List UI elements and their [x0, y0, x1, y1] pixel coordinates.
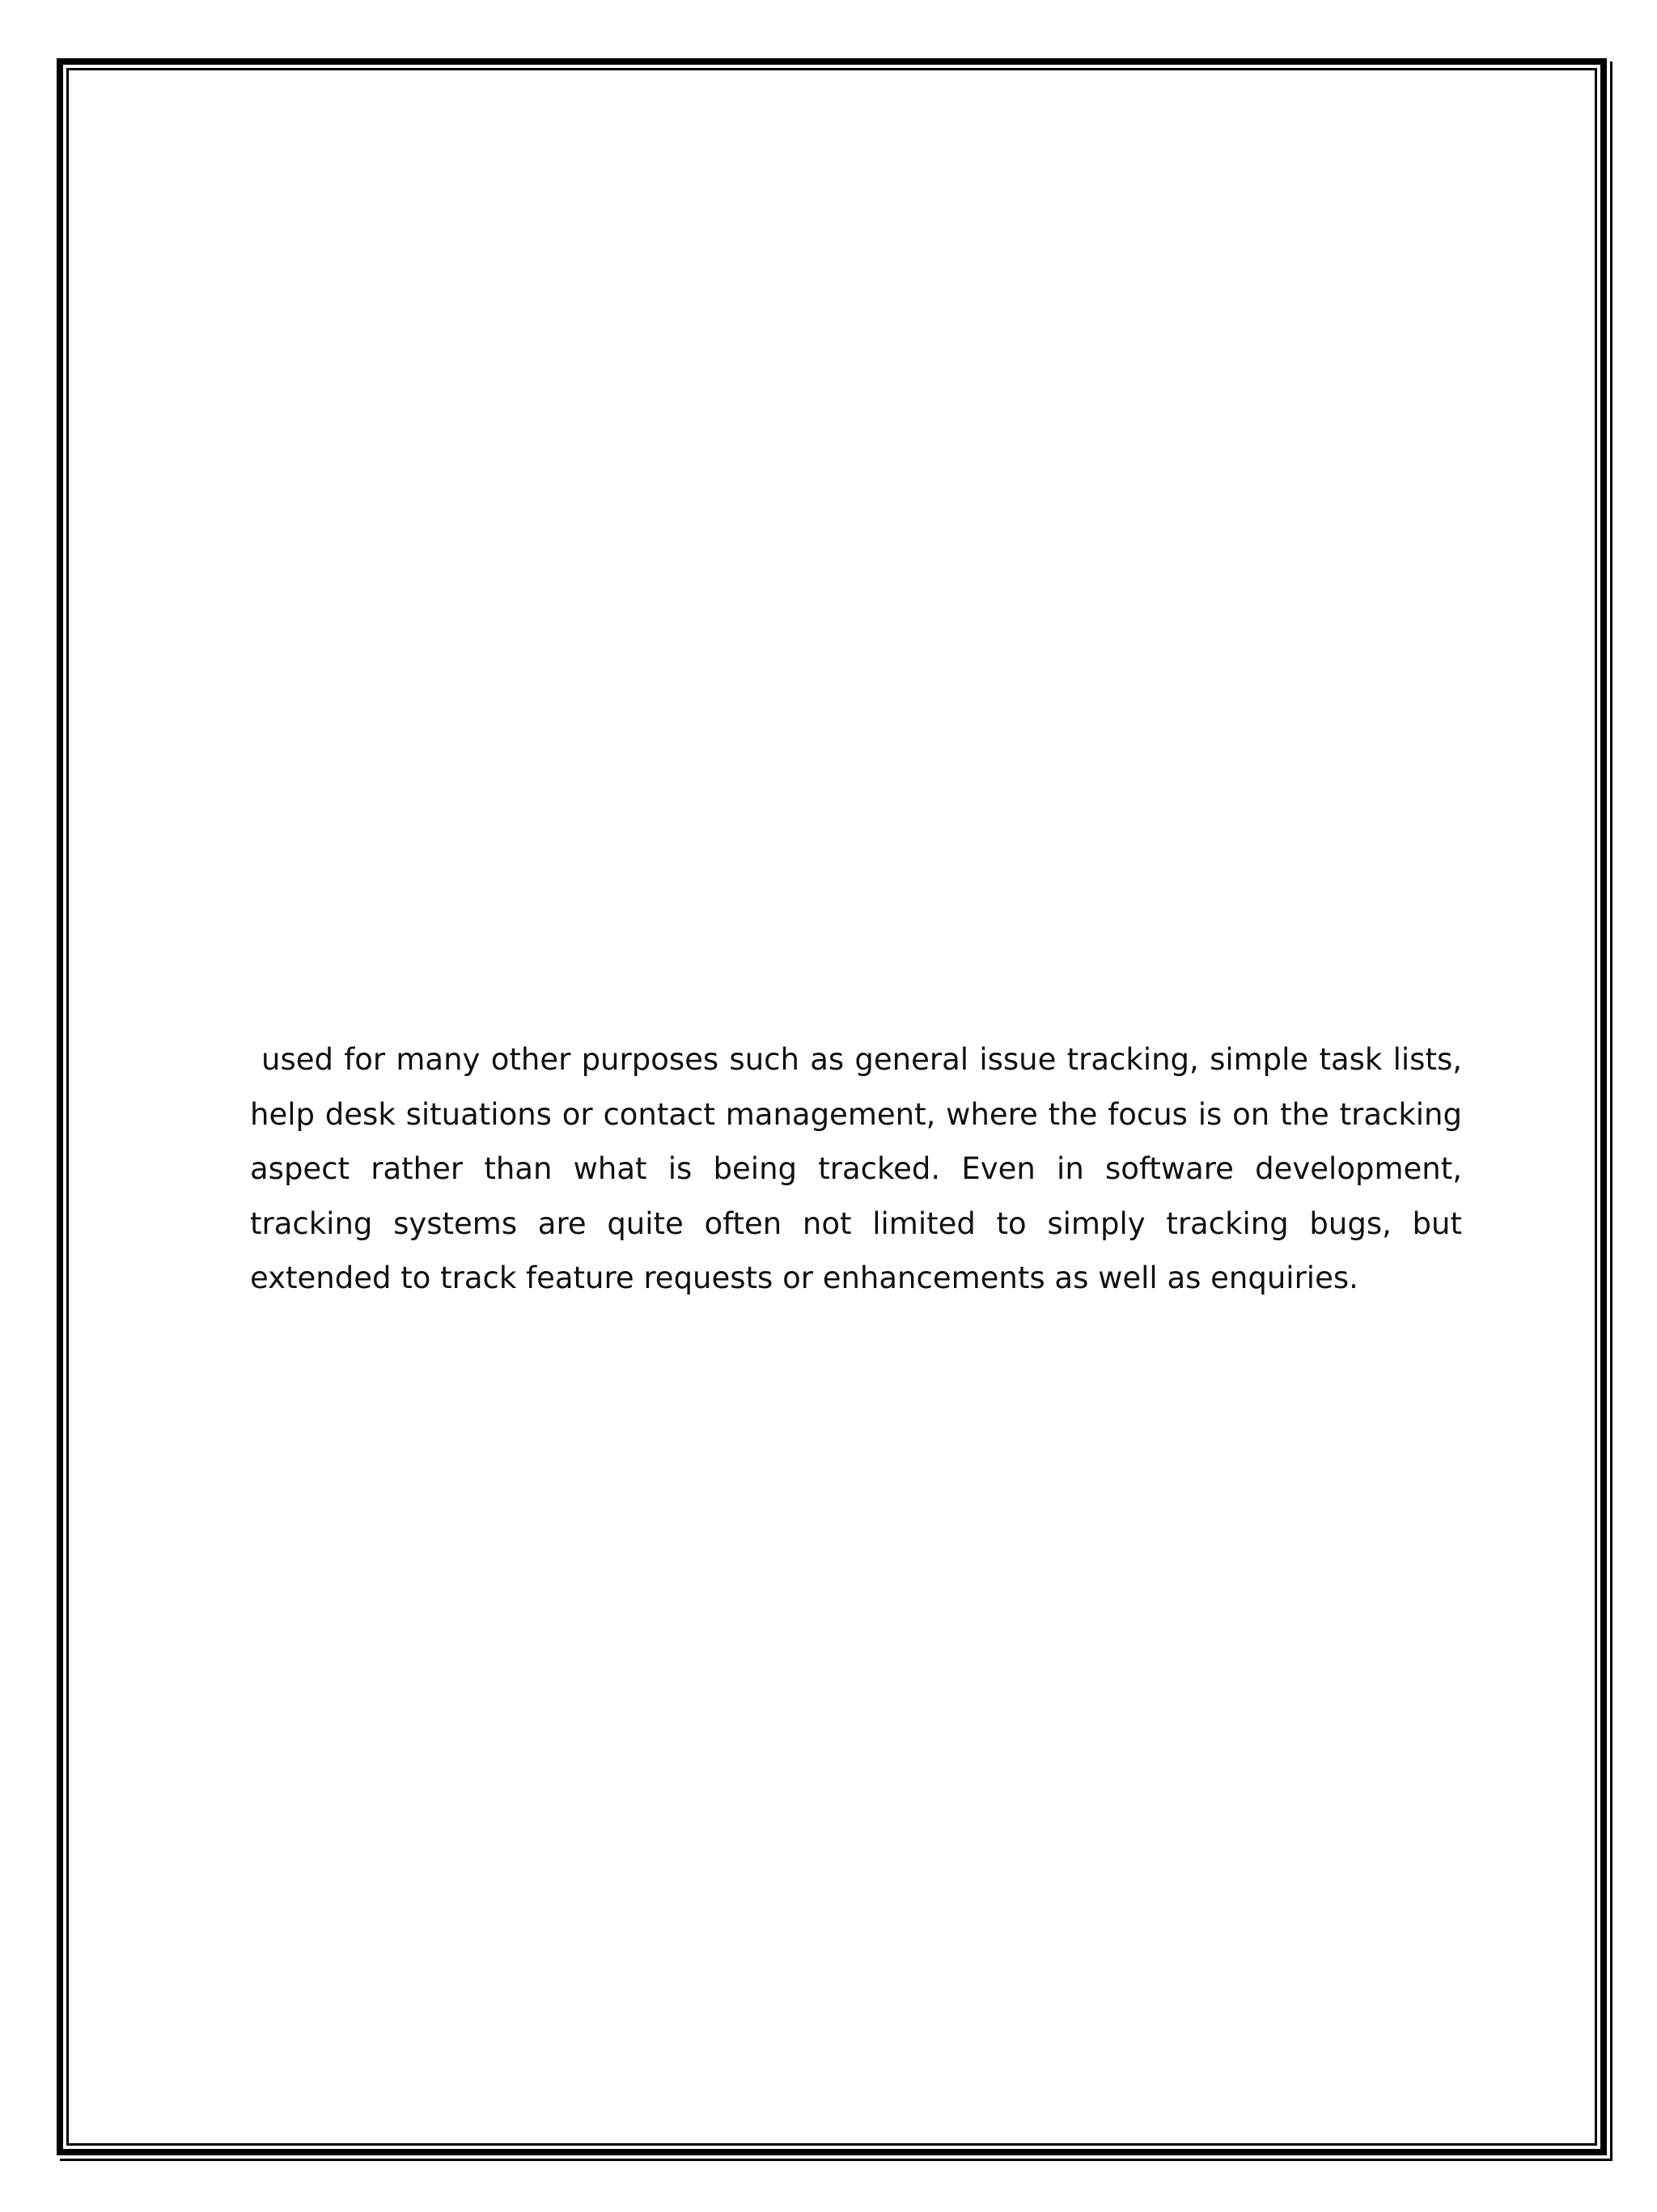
- paragraph-line: extended to track feature requests or enhancements as well as enquiries.: [250, 1261, 1358, 1295]
- paragraph-line: tracking systems are quite often not limited to simply tracking bugs, but: [250, 1206, 1462, 1241]
- paragraph-line: help desk situations or contact management, where the focus is on the tracking: [250, 1096, 1462, 1132]
- paragraph-line: aspect rather than what is being tracked. Even in software development,: [250, 1151, 1462, 1186]
- paragraph-line: used for many other purposes such as general issue tracking, simple task lists,: [261, 1042, 1462, 1077]
- body-paragraph: [250, 1032, 1462, 1306]
- page-border-shadow-bottom: [60, 2159, 1613, 2161]
- page-border-shadow-right: [1610, 61, 1613, 2160]
